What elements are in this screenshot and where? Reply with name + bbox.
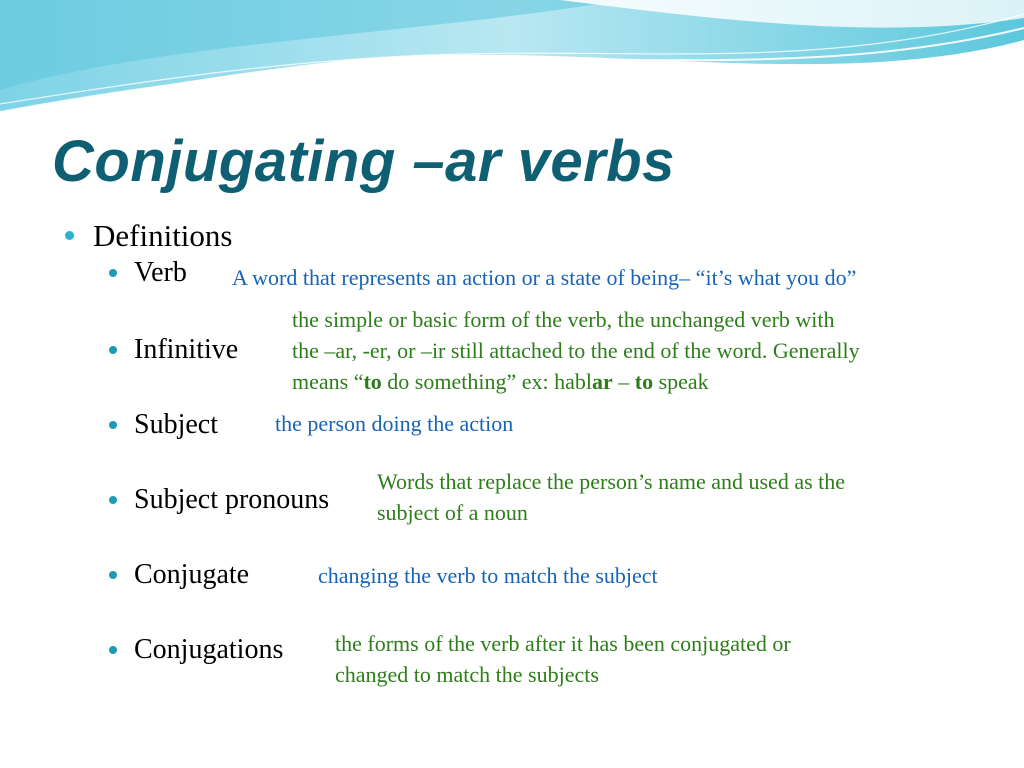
definition-conjugations xyxy=(335,628,791,690)
term-infinitive: Infinitive xyxy=(134,334,239,365)
slide-title: Conjugating –ar verbs xyxy=(52,129,675,194)
definition-line: the person doing the action xyxy=(275,411,514,436)
definition-line: the simple or basic form of the verb, the unchanged verb with xyxy=(292,307,835,332)
definition-line: the –ar, -er, or –ir still attached to the end of the word. Generally xyxy=(292,338,860,363)
bold-to: to xyxy=(634,369,654,394)
definition-line: the forms of the verb after it has been conjugated or xyxy=(335,631,791,656)
header-wave-decoration xyxy=(0,0,1024,130)
bullet-dot xyxy=(109,571,117,579)
term-subject-pronouns: Subject pronouns xyxy=(134,484,330,515)
text-run: do something” ex: habl xyxy=(381,369,592,394)
term-verb: Verb xyxy=(134,257,187,288)
bullet-dot xyxy=(109,646,117,654)
definition-line: A word that represents an action or a state of being– “it’s what you do” xyxy=(232,265,857,290)
text-run: – xyxy=(612,369,635,394)
definition-verb xyxy=(232,262,856,293)
definition-line: Words that replace the person’s name and used as the xyxy=(377,469,846,494)
bullet-dot xyxy=(65,231,74,240)
term-subject: Subject xyxy=(134,409,218,440)
bold-ar: ar xyxy=(591,369,613,394)
bold-to: to xyxy=(363,369,382,394)
text-run: means “ xyxy=(292,369,364,394)
definition-line: changing the verb to match the subject xyxy=(318,563,658,588)
definition-infinitive xyxy=(292,304,860,397)
definition-conjugate xyxy=(318,560,658,591)
bullet-dot xyxy=(109,346,117,354)
text-run: speak xyxy=(653,369,709,394)
definition-subject xyxy=(275,408,513,439)
definition-line xyxy=(292,366,860,397)
definition-line: subject of a noun xyxy=(377,500,528,525)
definitions-heading: Definitions xyxy=(93,218,233,253)
definition-subject-pronouns xyxy=(377,466,845,528)
term-conjugate: Conjugate xyxy=(134,559,250,590)
bullet-dot xyxy=(109,269,117,277)
definition-line: changed to match the subjects xyxy=(335,662,599,687)
bullet-dot xyxy=(109,421,117,429)
term-conjugations: Conjugations xyxy=(134,634,284,665)
bullet-dot xyxy=(109,496,117,504)
